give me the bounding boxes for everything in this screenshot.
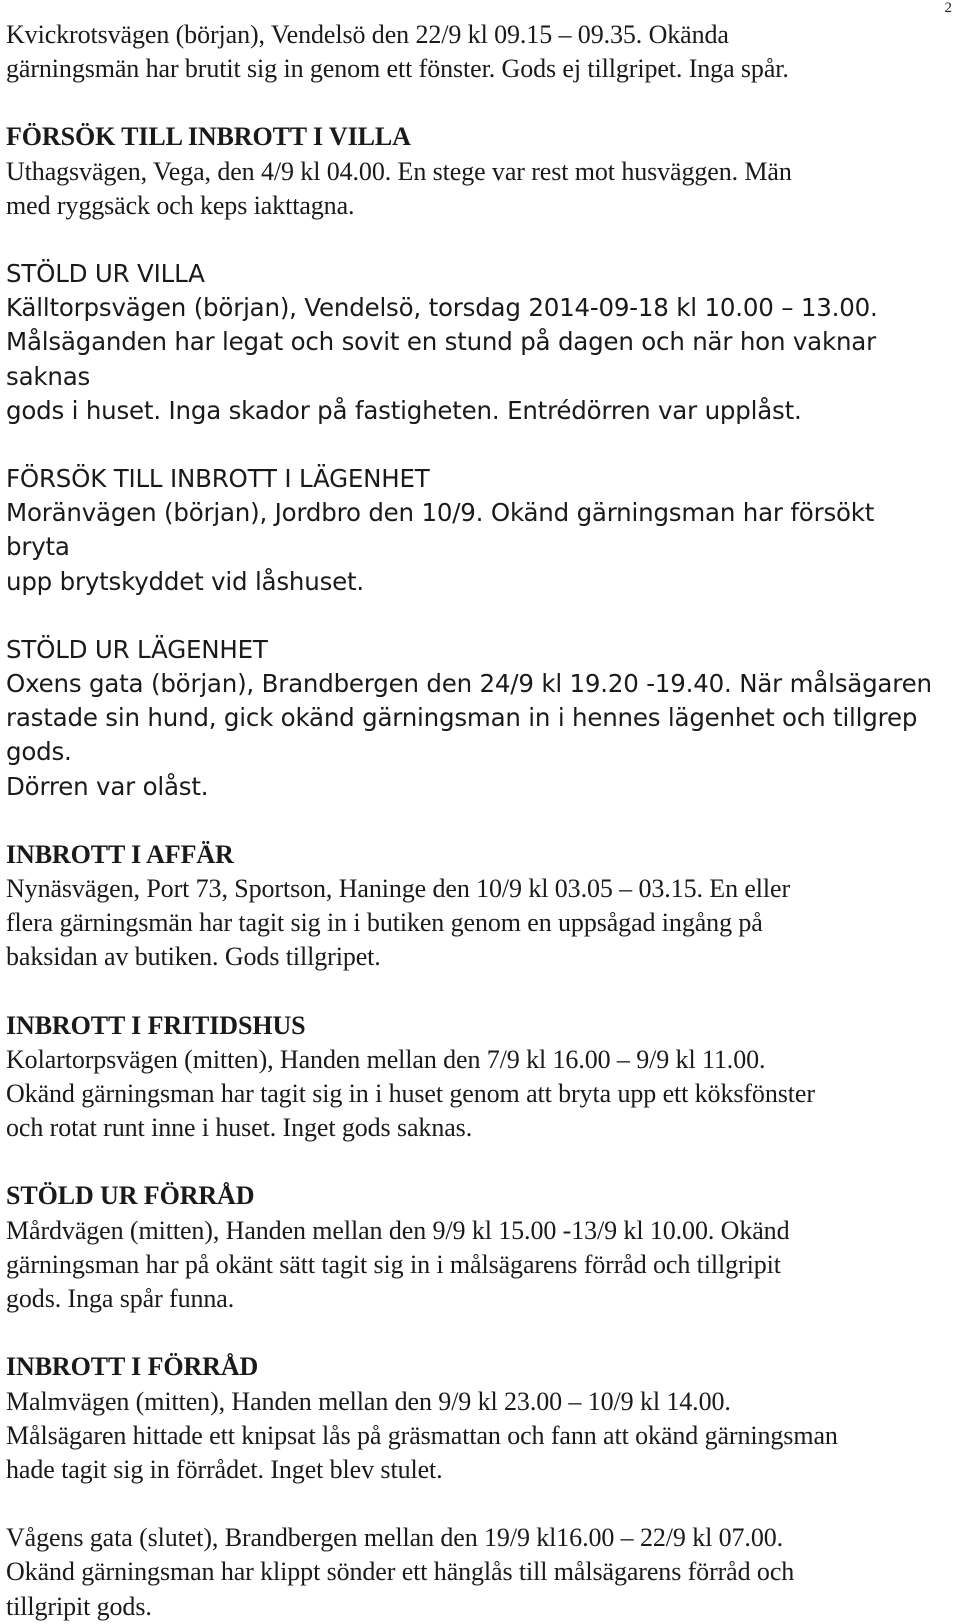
body-line: gärningsman har på okänt sätt tagit sig in i målsägarens förråd och tillgripit — [6, 1249, 781, 1279]
entry-heading: STÖLD UR FÖRRÅD — [6, 1181, 255, 1211]
body-line: gärningsmän har brutit sig in genom ett fönster. Gods ej tillgripet. Inga spår. — [6, 54, 789, 84]
entry-heading: INBROTT I AFFÄR — [6, 839, 234, 869]
body-line: gods i huset. Inga skador på fastigheten. Entrédörren var upplåst. — [6, 395, 802, 425]
body-line: Målsäganden har legat och sovit en stund på dagen och när hon vaknar saknas — [6, 327, 876, 391]
body-line: Mårdvägen (mitten), Handen mellan den 9/9 kl 15.00 -13/9 kl 10.00. Okänd — [6, 1215, 790, 1245]
body-line: Källtorpsvägen (början), Vendelsö, torsdag 2014-09-18 kl 10.00 – 13.00. — [6, 293, 878, 323]
body-line: rastade sin hund, gick okänd gärningsman in i hennes lägenhet och tillgrep gods. — [6, 703, 918, 767]
document-page — [6, 18, 941, 1624]
body-line: flera gärningsmän har tagit sig in i butiken genom en uppsågad ingång på — [6, 908, 763, 938]
body-line: Kvickrotsvägen (början), Vendelsö den 22/9 kl 09.15 – 09.35. Okända — [6, 20, 729, 49]
body-line: Uthagsvägen, Vega, den 4/9 kl 04.00. En stege var rest mot husväggen. Män — [6, 156, 792, 186]
page-number: 2 — [944, 0, 952, 16]
report-entry — [6, 633, 941, 804]
report-entry — [6, 257, 941, 428]
report-entry — [6, 120, 941, 223]
entry-heading: STÖLD UR LÄGENHET — [6, 634, 268, 664]
body-line: och rotat runt inne i huset. Inget gods saknas. — [6, 1113, 473, 1143]
entry-heading: INBROTT I FRITIDSHUS — [6, 1010, 306, 1040]
entry-heading: INBROTT I FÖRRÅD — [6, 1352, 259, 1382]
body-line: Okänd gärningsman har tagit sig in i huset genom att bryta upp ett köksfönster — [6, 1079, 815, 1109]
body-line: Oxens gata (början), Brandbergen den 24/9 kl 19.20 -19.40. När målsägaren — [6, 669, 932, 699]
intro-paragraph — [6, 18, 941, 86]
body-line: Kolartorpsvägen (mitten), Handen mellan den 7/9 kl 16.00 – 9/9 kl 11.00. — [6, 1044, 766, 1074]
report-entry — [6, 462, 941, 599]
body-line: hade tagit sig in förrådet. Inget blev stulet. — [6, 1454, 443, 1484]
entry-heading: STÖLD UR VILLA — [6, 259, 205, 289]
body-line: med ryggsäck och keps iakttagna. — [6, 190, 355, 220]
body-line: tillgripit gods. — [6, 1591, 152, 1621]
body-line: Nynäsvägen, Port 73, Sportson, Haninge den 10/9 kl 03.05 – 03.15. En eller — [6, 874, 791, 904]
report-entry — [6, 1179, 941, 1316]
body-line: Vågens gata (slutet), Brandbergen mellan den 19/9 kl16.00 – 22/9 kl 07.00. — [6, 1523, 784, 1553]
body-line: Okänd gärningsman har klippt sönder ett hänglås till målsägarens förråd och — [6, 1557, 795, 1587]
report-entry — [6, 838, 941, 975]
body-line: Malmvägen (mitten), Handen mellan den 9/9 kl 23.00 – 10/9 kl 14.00. — [6, 1386, 731, 1416]
entry-heading: FÖRSÖK TILL INBROTT I LÄGENHET — [6, 464, 430, 494]
body-line: Moränvägen (början), Jordbro den 10/9. Okänd gärningsman har försökt bryta — [6, 498, 875, 562]
body-line: gods. Inga spår funna. — [6, 1284, 235, 1314]
body-line: Dörren var olåst. — [6, 771, 209, 801]
body-line: baksidan av butiken. Gods tillgripet. — [6, 942, 381, 972]
report-entry — [6, 1350, 941, 1487]
body-line: upp brytskyddet vid låshuset. — [6, 566, 365, 596]
report-entry — [6, 1521, 941, 1624]
entry-heading: FÖRSÖK TILL INBROTT I VILLA — [6, 122, 411, 152]
report-entry — [6, 1009, 941, 1146]
body-line: Målsägaren hittade ett knipsat lås på gräsmattan och fann att okänd gärningsman — [6, 1420, 838, 1450]
